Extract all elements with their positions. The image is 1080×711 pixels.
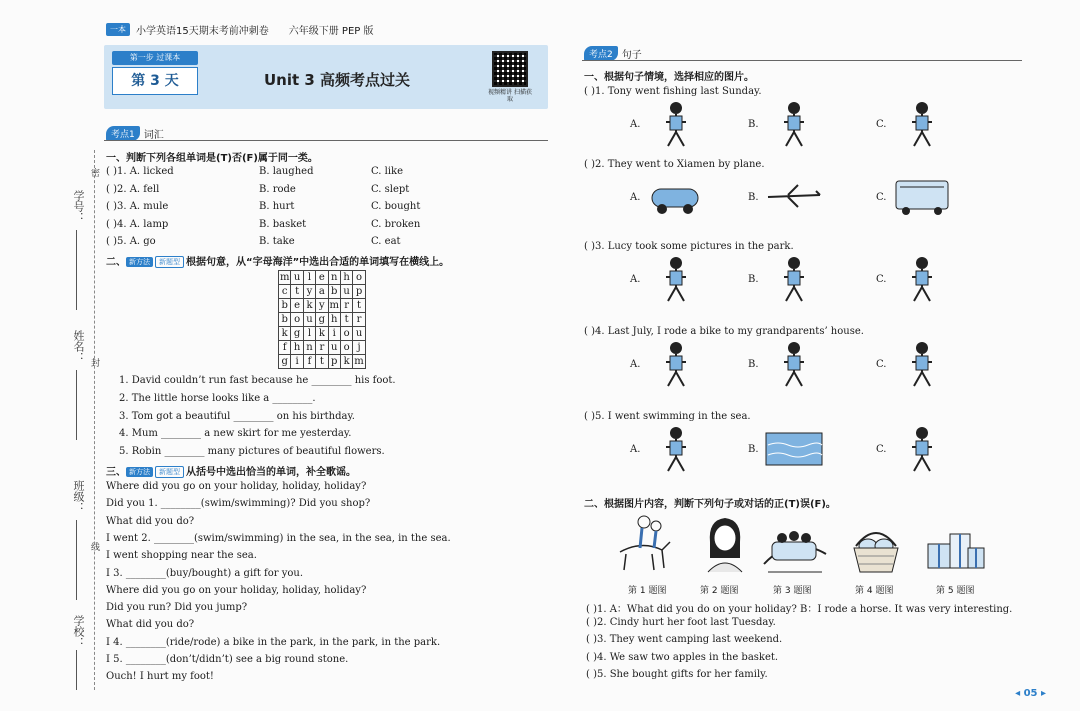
grid-row — [279, 341, 366, 355]
q3-option-c-picture[interactable] — [892, 255, 952, 303]
option-b-label[interactable]: B. — [748, 359, 759, 370]
vocab-item-a[interactable]: ( )1. A. licked — [106, 166, 174, 177]
true-false-item[interactable]: ( )4. We saw two apples in the basket. — [586, 651, 779, 663]
picture-question[interactable]: ( )3. Lucy took some pictures in the park. — [584, 241, 794, 252]
grid-cell[interactable]: k — [303, 299, 315, 313]
new-method-tag-2: 新方法 — [126, 467, 153, 477]
song-line[interactable]: Did you run? Did you jump? — [106, 602, 248, 614]
vocab-item-b: B. laughed — [259, 166, 314, 177]
grid-cell[interactable]: m — [354, 355, 364, 367]
qr-caption: 视频精讲 扫描获取 — [488, 89, 532, 103]
vocab-item-a[interactable]: ( )2. A. fell — [106, 183, 160, 195]
kp1-tag: 考点1 — [106, 126, 140, 141]
q1-option-b-picture[interactable] — [764, 100, 824, 148]
kp2-tag: 考点2 — [584, 46, 618, 61]
grid-cell[interactable]: k — [279, 327, 291, 341]
fill-sentence[interactable]: 4. Mum ________ a new skirt for me yesterday. — [119, 428, 352, 440]
song-line[interactable]: Where did you go on your holiday, holiday, holiday? — [106, 584, 367, 596]
grid-cell[interactable]: t — [291, 285, 303, 299]
school-label: 学校： — [72, 615, 85, 648]
class-blank[interactable] — [76, 520, 77, 600]
fill-sentence[interactable]: 1. David couldn’t run fast because he ________ his foot. — [119, 375, 396, 386]
q3-roller-coaster-picture — [762, 524, 828, 576]
option-c-label[interactable]: C. — [876, 274, 887, 285]
kp-sentence-heading — [584, 46, 642, 61]
picture-caption: 第 5 题图 — [936, 586, 975, 596]
option-b-label[interactable]: B. — [748, 119, 759, 130]
q1-option-a-picture[interactable] — [646, 100, 706, 148]
grid-cell[interactable]: i — [291, 355, 303, 369]
kp-vocab-heading — [106, 126, 164, 141]
vocab-item-c: C. slept — [371, 183, 410, 195]
grid-cell[interactable]: g — [316, 313, 328, 327]
grid-cell[interactable]: a — [316, 285, 328, 299]
grid-cell[interactable]: u — [340, 285, 352, 299]
day-badge: 第 3 天 — [112, 67, 198, 95]
grid-cell[interactable]: j — [353, 341, 365, 355]
q4-option-b-picture[interactable] — [764, 340, 824, 388]
sec2-text: 根据句意，从“字母海洋”中选出合适的单词填写在横线上。 — [186, 257, 450, 268]
vocab-item-a[interactable]: ( )3. A. mule — [106, 201, 169, 212]
q3-option-a-picture[interactable] — [646, 255, 706, 303]
grid-cell[interactable]: o — [291, 313, 303, 327]
picture-question[interactable]: ( )5. I went swimming in the sea. — [584, 411, 751, 422]
song-line[interactable]: Where did you go on your holiday, holiday, holiday? — [106, 481, 367, 492]
grid-cell[interactable]: b — [279, 299, 291, 313]
grid-cell[interactable]: r — [353, 313, 365, 327]
picture-question[interactable]: ( )4. Last July, I rode a bike to my grandparents’ house. — [584, 326, 864, 337]
vocab-item-c: C. like — [371, 166, 404, 177]
unit-header-band — [104, 45, 548, 109]
sentence-sec2-title: 二、根据图片内容，判断下列句子或对话的正(T)误(F)。 — [584, 499, 836, 510]
kp1-rule — [104, 140, 548, 141]
picture-question[interactable]: ( )1. Tony went fishing last Sunday. — [584, 86, 762, 97]
grid-cell[interactable]: t — [316, 355, 328, 369]
seal-mark-feng: 封 — [89, 358, 99, 367]
grid-cell[interactable]: m — [279, 271, 290, 283]
song-line[interactable]: I went shopping near the sea. — [106, 550, 257, 562]
song-line[interactable]: What did you do? — [106, 619, 195, 631]
letter-grid — [278, 270, 366, 369]
grid-cell[interactable]: g — [291, 327, 303, 341]
grid-cell[interactable]: o — [340, 327, 352, 341]
q5-option-a-picture[interactable] — [646, 425, 706, 473]
picture-question[interactable]: ( )2. They went to Xiamen by plane. — [584, 159, 765, 170]
option-a-label[interactable]: A. — [630, 359, 641, 370]
true-false-item[interactable]: ( )1. A：What did you do on your holiday? B：I rode a horse. It was very interesting. — [586, 604, 1013, 615]
vocab-item-a[interactable]: ( )5. A. go — [106, 236, 156, 247]
q4-basket-picture — [850, 522, 902, 576]
grid-row — [279, 327, 366, 341]
grid-cell[interactable]: t — [353, 299, 365, 313]
grid-cell[interactable]: o — [340, 341, 352, 355]
grid-cell[interactable]: u — [328, 341, 340, 355]
grid-cell[interactable]: n — [328, 271, 340, 285]
option-c-label[interactable]: C. — [876, 192, 887, 203]
true-false-item[interactable]: ( )3. They went camping last weekend. — [586, 634, 783, 646]
grid-cell[interactable]: c — [279, 285, 291, 299]
new-method-tag: 新方法 — [126, 257, 153, 267]
fill-sentence[interactable]: 5. Robin ________ many pictures of beautiful flowers. — [119, 446, 385, 458]
grid-cell[interactable]: b — [279, 313, 291, 327]
step-tag: 第一步 过课本 — [112, 51, 198, 65]
option-c-label[interactable]: C. — [876, 119, 887, 130]
option-b-label[interactable]: B. — [748, 274, 759, 285]
song-line[interactable]: I went 2. ________(swim/swimming) in the sea, in the sea, in the sea. — [106, 532, 451, 544]
grid-cell[interactable]: e — [291, 299, 303, 313]
grid-cell[interactable]: f — [279, 341, 291, 355]
grid-cell[interactable]: y — [316, 299, 328, 313]
grid-row — [279, 271, 366, 285]
true-false-item[interactable]: ( )5. She bought gifts for her family. — [586, 668, 768, 680]
grid-cell[interactable]: u — [353, 327, 365, 341]
vocab-sec1-title: 一、判断下列各组单词是(T)否(F)属于同一类。 — [106, 153, 318, 164]
vocab-sec2-title — [106, 253, 449, 268]
picture-caption: 第 3 题图 — [773, 586, 812, 596]
grid-cell[interactable]: i — [328, 327, 340, 341]
grid-cell[interactable]: r — [316, 341, 328, 355]
grid-cell[interactable]: y — [303, 285, 315, 299]
option-a-label[interactable]: A. — [630, 444, 641, 455]
fill-sentence[interactable]: 3. Tom got a beautiful ________ on his birthday. — [119, 410, 355, 422]
grid-cell[interactable]: f — [303, 355, 315, 369]
option-c-label[interactable]: C. — [876, 444, 887, 455]
page-number: ◂ 05 ▸ — [1015, 688, 1046, 699]
grid-cell[interactable]: g — [279, 355, 291, 369]
grid-row — [279, 299, 366, 313]
student-number-blank[interactable] — [76, 230, 77, 310]
kp2-label: 句子 — [621, 50, 642, 61]
new-type-tag-2: 新题型 — [155, 466, 184, 478]
vocab-sec3-title — [106, 463, 356, 478]
grid-cell[interactable]: m — [329, 299, 339, 311]
binding-dashed-line — [94, 150, 95, 690]
grid-row — [279, 285, 366, 299]
grid-cell[interactable]: e — [316, 271, 328, 285]
picture-caption: 第 1 题图 — [628, 586, 667, 596]
q4-option-a-picture[interactable] — [646, 340, 706, 388]
grid-cell[interactable]: u — [291, 271, 303, 285]
q2-girl-picture — [700, 514, 750, 574]
grid-row — [279, 355, 366, 369]
qr-code-icon[interactable] — [492, 51, 528, 87]
vocab-item-b: B. basket — [259, 218, 307, 230]
option-a-label[interactable]: A. — [630, 192, 641, 203]
grid-cell[interactable]: t — [340, 313, 352, 327]
name-label: 姓名： — [72, 330, 85, 363]
grade-label: 六年级下册 PEP 版 — [288, 26, 374, 37]
grid-cell[interactable]: l — [303, 271, 315, 285]
song-line[interactable]: Ouch! I hurt my foot! — [106, 671, 214, 683]
grid-cell[interactable]: l — [303, 327, 315, 341]
q2-option-c-picture[interactable] — [892, 173, 952, 221]
grid-row — [279, 313, 366, 327]
vocab-item-b: B. rode — [259, 183, 296, 195]
page-title: Unit 3 高频考点过关 — [264, 71, 411, 89]
option-b-label[interactable]: B. — [748, 192, 759, 203]
grid-cell[interactable]: p — [328, 355, 340, 369]
seal-mark-mi: 密 — [89, 168, 99, 177]
song-line[interactable]: I 4. ________(ride/rode) a bike in the park, in the park, in the park. — [106, 636, 441, 648]
song-line[interactable]: I 5. ________(don’t/didn’t) see a big round stone. — [106, 654, 349, 665]
song-line[interactable]: Did you 1. ________(swim/swimming)? Did you shop? — [106, 498, 371, 510]
vocab-item-a[interactable]: ( )4. A. lamp — [106, 218, 169, 230]
picture-caption: 第 4 题图 — [855, 586, 894, 596]
option-a-label[interactable]: A. — [630, 274, 641, 285]
picture-caption: 第 2 题图 — [700, 586, 739, 596]
option-a-label[interactable]: A. — [630, 119, 641, 130]
q4-option-c-picture[interactable] — [892, 340, 952, 388]
grid-cell[interactable]: h — [340, 271, 352, 285]
class-label: 班级： — [72, 480, 85, 513]
option-c-label[interactable]: C. — [876, 359, 887, 370]
fill-sentence[interactable]: 2. The little horse looks like a ________. — [119, 392, 316, 404]
grid-cell[interactable]: h — [328, 313, 340, 327]
vocab-item-b: B. take — [259, 236, 295, 247]
kp2-rule — [582, 60, 1022, 61]
q5-option-c-picture[interactable] — [892, 425, 952, 473]
school-blank[interactable] — [76, 650, 77, 690]
vocab-item-b: B. hurt — [259, 201, 295, 212]
q5-gift-boxes-picture — [926, 526, 986, 576]
brand-logo: 一本 — [106, 23, 130, 36]
kp1-label: 词汇 — [143, 130, 164, 141]
grid-cell[interactable]: r — [340, 299, 352, 313]
grid-cell[interactable]: k — [316, 327, 328, 341]
sec3-text: 从括号中选出恰当的单词，补全歌谣。 — [186, 467, 356, 478]
vocab-item-c: C. bought — [371, 201, 421, 212]
sec3-prefix: 三、 — [106, 467, 126, 478]
q5-option-b-picture[interactable] — [764, 425, 824, 473]
grid-cell[interactable]: p — [353, 285, 365, 299]
grid-cell[interactable]: h — [291, 341, 303, 355]
q1-option-c-picture[interactable] — [892, 100, 952, 148]
grid-cell[interactable]: b — [328, 285, 340, 299]
sec2-prefix: 二、 — [106, 257, 126, 268]
grid-cell[interactable]: k — [340, 355, 352, 369]
vocab-item-c: C. broken — [371, 218, 421, 230]
song-line[interactable]: What did you do? — [106, 515, 195, 527]
vocab-item-c: C. eat — [371, 236, 401, 247]
grid-cell[interactable]: o — [353, 271, 365, 285]
true-false-item[interactable]: ( )2. Cindy hurt her foot last Tuesday. — [586, 617, 776, 629]
grid-cell[interactable]: u — [303, 313, 315, 327]
new-type-tag: 新题型 — [155, 256, 184, 268]
grid-cell[interactable]: n — [303, 341, 315, 355]
name-blank[interactable] — [76, 370, 77, 440]
q3-option-b-picture[interactable] — [764, 255, 824, 303]
student-number-label: 学号： — [72, 190, 85, 223]
q1-horse-riders-picture — [612, 512, 672, 574]
song-line[interactable]: I 3. ________(buy/bought) a gift for you. — [106, 567, 304, 579]
series-title: 小学英语15天期末考前冲刺卷 — [136, 26, 269, 37]
q2-option-b-picture[interactable] — [764, 173, 824, 221]
q2-option-a-picture[interactable] — [646, 173, 706, 221]
seal-mark-xian: 线 — [89, 542, 99, 551]
option-b-label[interactable]: B. — [748, 444, 759, 455]
sentence-sec1-title: 一、根据句子情境，选择相应的图片。 — [584, 72, 754, 83]
series-header — [106, 22, 373, 37]
